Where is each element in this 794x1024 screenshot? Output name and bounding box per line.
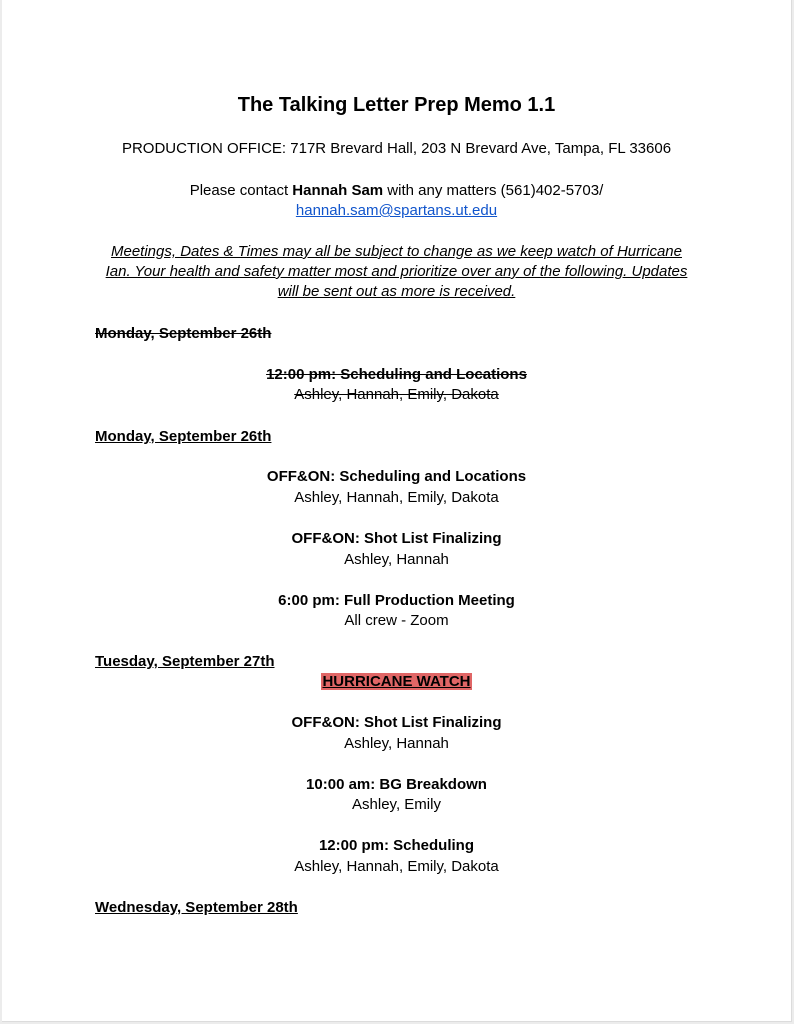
event-people: Ashley, Hannah, Emily, Dakota xyxy=(294,489,499,506)
notice-line-2: Ian. Your health and safety matter most and prioritize over any of the following. Updates xyxy=(105,263,688,280)
section-date-tuesday: Tuesday, September 27th xyxy=(95,653,275,670)
contact-prefix: Please contact xyxy=(189,182,293,199)
event-people: Ashley, Hannah xyxy=(344,735,449,752)
event-people: Ashley, Emily xyxy=(352,796,441,813)
event-people: All crew - Zoom xyxy=(344,612,449,629)
event-people: Ashley, Hannah xyxy=(344,551,449,568)
contact-name: Hannah Sam xyxy=(292,182,384,199)
document-page xyxy=(2,0,792,1022)
event-title-struck: 12:00 pm: Scheduling and Locations xyxy=(266,366,527,383)
section-date-monday: Monday, September 26th xyxy=(95,428,272,445)
event-title: OFF&ON: Scheduling and Locations xyxy=(266,468,527,485)
hurricane-watch-line xyxy=(2,672,791,692)
event-title: 6:00 pm: Full Production Meeting xyxy=(278,592,515,609)
event-title: OFF&ON: Shot List Finalizing xyxy=(291,714,502,731)
contact-email-line xyxy=(2,201,791,221)
hurricane-watch-alert: HURRICANE WATCH xyxy=(322,673,471,690)
production-office-line: PRODUCTION OFFICE: 717R Brevard Hall, 203 N Brevard Ave, Tampa, FL 33606 xyxy=(121,140,672,157)
document-title: The Talking Letter Prep Memo 1.1 xyxy=(237,94,556,116)
event-title: 12:00 pm: Scheduling xyxy=(318,837,475,854)
event-title: OFF&ON: Shot List Finalizing xyxy=(291,530,502,547)
event-title: 10:00 am: BG Breakdown xyxy=(306,776,487,793)
event-people-struck: Ashley, Hannah, Emily, Dakota xyxy=(294,386,499,403)
contact-email-link[interactable]: hannah.sam@spartans.ut.edu xyxy=(295,202,498,219)
section-date-wednesday: Wednesday, September 28th xyxy=(95,899,298,916)
section-date-struck: Monday, September 26th xyxy=(95,325,272,342)
contact-suffix: with any matters (561)402-5703/ xyxy=(383,182,604,199)
event-people: Ashley, Hannah, Emily, Dakota xyxy=(294,858,499,875)
notice-line-3: will be sent out as more is received. xyxy=(277,283,516,300)
contact-line xyxy=(2,181,791,201)
notice-line-1: Meetings, Dates & Times may all be subject to change as we keep watch of Hurricane xyxy=(111,243,682,260)
